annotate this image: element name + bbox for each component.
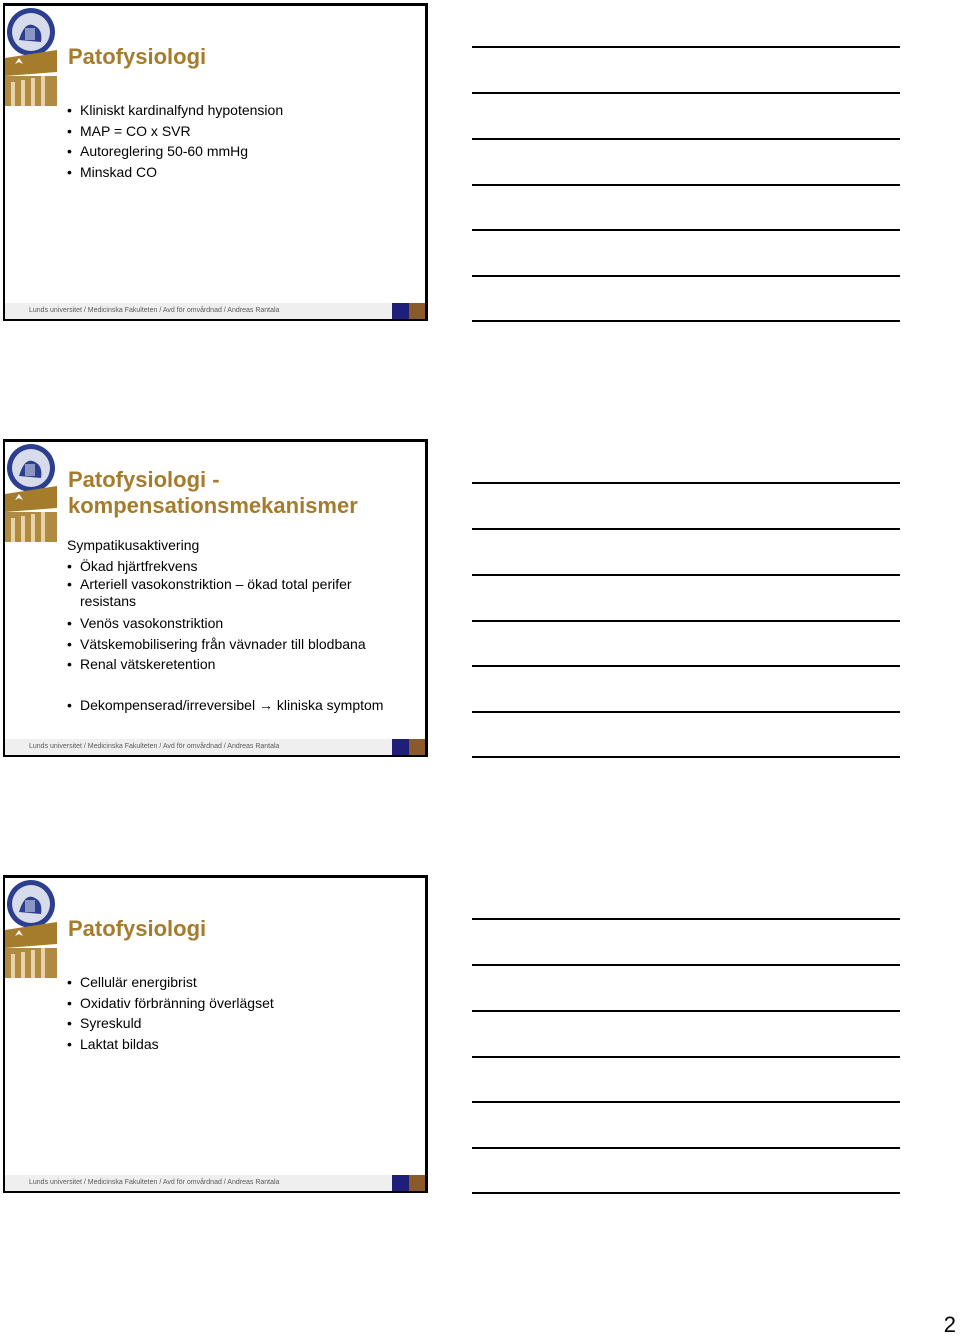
slide-footer (5, 303, 425, 319)
arrow-right-icon: → (258, 696, 273, 713)
university-seal-logo (5, 878, 57, 978)
note-line (472, 1101, 900, 1103)
note-line (472, 275, 900, 277)
slide-footer (5, 1175, 425, 1191)
list-item: • MAP = CO x SVR (67, 122, 191, 139)
list-item: • Minskad CO (67, 163, 158, 180)
note-line (472, 184, 900, 186)
list-item: • Cellulär energibrist (67, 974, 197, 990)
slide-title: Patofysiologi (68, 916, 207, 941)
list-item: • Syreskuld (67, 1015, 142, 1032)
note-line (472, 620, 900, 622)
note-line (472, 756, 900, 758)
note-line (472, 482, 900, 484)
university-seal-logo (5, 442, 57, 542)
note-line (472, 229, 900, 231)
list-item: • Venös vasokonstriktion (67, 615, 224, 632)
footer-brown-square (409, 739, 425, 755)
note-line (472, 964, 900, 966)
bullet-list (67, 100, 283, 182)
slide-title: Patofysiologi - kompensationsmekanismer (68, 467, 358, 518)
list-item: • Ökad hjärtfrekvens (67, 557, 198, 574)
footer-blue-square (392, 1175, 409, 1191)
note-line (472, 320, 900, 322)
note-line (472, 711, 900, 713)
footer-text: Lunds universitet / Medicinska Fakulteten / Avd för omvårdnad / Andreas Rantala (29, 307, 280, 314)
note-line (472, 528, 900, 530)
bullet-list (67, 972, 274, 1054)
footer-text: Lunds universitet / Medicinska Fakulteten / Avd för omvårdnad / Andreas Rantala (29, 743, 280, 750)
list-item: • Kliniskt kardinalfynd hypotension (67, 102, 284, 118)
footer-blue-square (392, 739, 409, 755)
slide-footer (5, 739, 425, 755)
note-line (472, 138, 900, 140)
footer-text: Lunds universitet / Medicinska Fakulteten / Avd för omvårdnad / Andreas Rantala (29, 1179, 280, 1186)
slide-title: Patofysiologi (68, 44, 207, 69)
note-line (472, 665, 900, 667)
list-item: • Renal vätskeretention (67, 656, 216, 673)
note-line (472, 92, 900, 94)
footer-blue-square (392, 303, 409, 319)
list-item: • Dekompenserad/irreversibel → kliniska symptom (67, 695, 383, 716)
list-item: • Oxidativ förbränning överlägset (67, 994, 274, 1011)
list-item: • Vätskemobilisering från vävnader till blodbana (67, 635, 366, 652)
note-line (472, 1010, 900, 1012)
page-number: 2 (943, 1312, 956, 1337)
slide-3 (3, 875, 428, 1193)
list-item: • Laktat bildas (67, 1035, 159, 1052)
note-line (472, 1056, 900, 1058)
slide-1 (3, 3, 428, 321)
list-intro: Sympatikusaktivering (67, 537, 200, 553)
bullet-list (67, 535, 383, 716)
note-line (472, 918, 900, 920)
university-seal-logo (5, 6, 57, 106)
list-item: • Autoreglering 50-60 mmHg (67, 143, 249, 160)
list-item: • Arteriell vasokonstriktion – ökad total perifer resistans (67, 576, 352, 610)
note-line (472, 46, 900, 48)
note-line (472, 574, 900, 576)
footer-brown-square (409, 303, 425, 319)
note-line (472, 1192, 900, 1194)
footer-brown-square (409, 1175, 425, 1191)
slide-2 (3, 439, 428, 757)
note-line (472, 1147, 900, 1149)
